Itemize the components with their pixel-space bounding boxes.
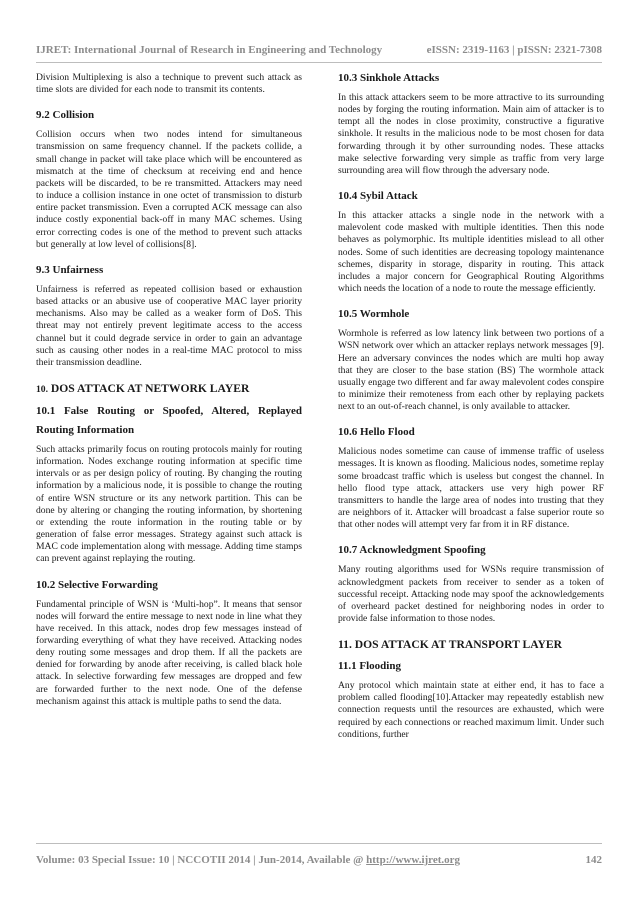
section-heading-9-3: 9.3 Unfairness (36, 263, 104, 276)
section-body-10-6: Malicious nodes sometime can cause of immense traffic of useless messages. It is known as flooding. Malicious nodes, sometime replay some broadcast traffic which is useless but congest the channel. In hello flood type attack, attackers use very high power RF transmitters to handle the large area of nodes into trusting that they are neighbors of it. Attacker will broadcast a false superior route so that other nodes will attempt very far from it in RF distance. (338, 446, 604, 531)
section-heading-10-6: 10.6 Hello Flood (338, 426, 415, 439)
issn-info: eISSN: 2319-1163 | pISSN: 2321-7308 (426, 44, 602, 56)
section-body-10-7: Many routing algorithms used for WSNs require transmission of acknowledgment packets from receiver to sender as a token of successful receipt. Attacking node may spoof the acknowledgements of overheard packet destined for neighboring nodes in order to provide false information to those nodes. (338, 564, 604, 624)
section-heading-10-1-line1: 10.1 False Routing or Spoofed, Altered, Replayed (36, 404, 302, 417)
section-heading-11-1: 11.1 Flooding (338, 660, 401, 673)
running-footer (36, 850, 602, 870)
section-heading-10-1-line2: Routing Information (36, 423, 135, 436)
journal-title: IJRET: International Journal of Research in Engineering and Technology (36, 44, 383, 56)
section-heading-9-2: 9.2 Collision (36, 109, 95, 122)
section-body-10-5: Wormhole is referred as low latency link between two portions of a WSN network over which an attacker replays network messages [9]. Here an adversary convinces the nodes which are multi hop away that they are closer to the base station (BS) The wormhole attack usually engage two different and far away malevolent codes conspire to minimize their remoteness from each other by replaying packets next to an out-of-reach channel, is only available to attacker. (338, 328, 604, 413)
section-heading-10-3: 10.3 Sinkhole Attacks (338, 72, 440, 84)
section-heading-10 (36, 382, 302, 397)
page-number: 142 (585, 854, 602, 866)
section-body-10-3: In this attack attackers seem to be more attractive to its surrounding nodes by forging the routing information. Main aim of attacker is to tempt all the nodes in close proximity, constructive a figurative sinkhole. It results in the malicious node to be most chosen for data forwarding through it by other surrounding nodes. These attacks make selective forwarding very simple as traffic from very large surrounding area will flow through the adversary node. (338, 92, 604, 176)
section-body-10-1: Such attacks primarily focus on routing protocols mainly for routing information. Nodes exchange routing information at specific time intervals or as per design policy of routing. By changing the routing information by a malicious node, it is possible to change the routing of entire WSN structure or its any network partition. This can be done by altering or changing the routing information, by shortening or extending the route information in the routing table or by generation of false error messages. Strategy against such attack is MAC code implementation along with message. Adding time stamps can prevent against replaying the routing. (36, 443, 302, 565)
intro-paragraph: Division Multiplexing is also a technique to prevent such attack as time slots are divided for each node to transmit its contents. (36, 72, 302, 96)
section-heading-10-5: 10.5 Wormhole (338, 308, 410, 321)
journal-website-link[interactable]: http://www.ijret.org (366, 854, 461, 866)
section-heading-10-7: 10.7 Acknowledgment Spoofing (338, 544, 486, 557)
footer-rule (36, 843, 602, 844)
running-header (36, 40, 602, 60)
section-body-10-2: Fundamental principle of WSN is ‘Multi-hop”. It means that sensor nodes will forward the entire message to next node in line what they have received. In this attack, nodes drop few messages instead of forwarding everything of what they have received. Attacking nodes deny routing some messages and drop them. If all the packets are denied for forwarding by anode after receiving, is called black hole attack. In selective forwarding few messages are dropped and few are forwarded further to the next node. One of the defense mechanism against this attack is multiple paths to send the data. (36, 598, 302, 707)
footer-volume-info (36, 854, 460, 866)
header-rule (36, 62, 602, 63)
section-heading-10-2: 10.2 Selective Forwarding (36, 578, 158, 591)
section-body-10-4: In this attacker attacks a single node in the network with a malevolent code masked with multiple identities. Then this node behaves as polymorphic. Its multiple identities mislead to all other nodes. Some of such identities are decreasing topology maintenance schemes, disparity in storage, disparity in routing. This attack includes a major concern for Geographical Routing Algorithms which needs the location of a node to route the message efficiently. (338, 210, 604, 295)
section-body-11-1: Any protocol which maintain state at either end, it has to face a problem called flooding[10].Attacker may repeatedly establish new connection requests until the resources are exhausted, which were required by each connections or reached maximum limit. Under such conditions, further (338, 680, 604, 740)
right-column (338, 72, 604, 754)
section-body-9-2: Collision occurs when two nodes intend for simultaneous transmission on same frequency channel. If the packets collide, a small change in packet will take place which will be encountered as mismatch at the time of checksum at receiving end and hence packets will be discarded, to be re transmitted. Attackers may need to induce a collision instance in one octet of transmission to disturb entire packet transmission. Even a corrupted ACK message can also induce costly exponential back-off in many MAC schemes. Using error correcting codes is one of the method to prevent such attacks but generally at low level of collisions[8]. (36, 129, 302, 250)
section-number-10: 10. (36, 383, 48, 395)
section-heading-11: 11. DOS ATTACK AT TRANSPORT LAYER (338, 638, 563, 652)
section-body-9-3: Unfairness is referred as repeated collision based or exhaustion based attacks or an abusive use of cooperative MAC layer priority mechanisms. Also may be called as a weaker form of DoS. This threat may not entirely prevent legitimate access to the access channel but it could degrade service in order to gain an advantage such as causing other nodes in a real-time MAC protocol to miss their transmission deadline. (36, 283, 302, 368)
left-column (36, 72, 302, 721)
section-title-10: DOS ATTACK AT NETWORK LAYER (48, 381, 250, 395)
section-heading-10-4: 10.4 Sybil Attack (338, 190, 418, 203)
footer-volume-text: Volume: 03 Special Issue: 10 | NCCOTII 2014 | Jun-2014, Available @ (36, 854, 367, 866)
